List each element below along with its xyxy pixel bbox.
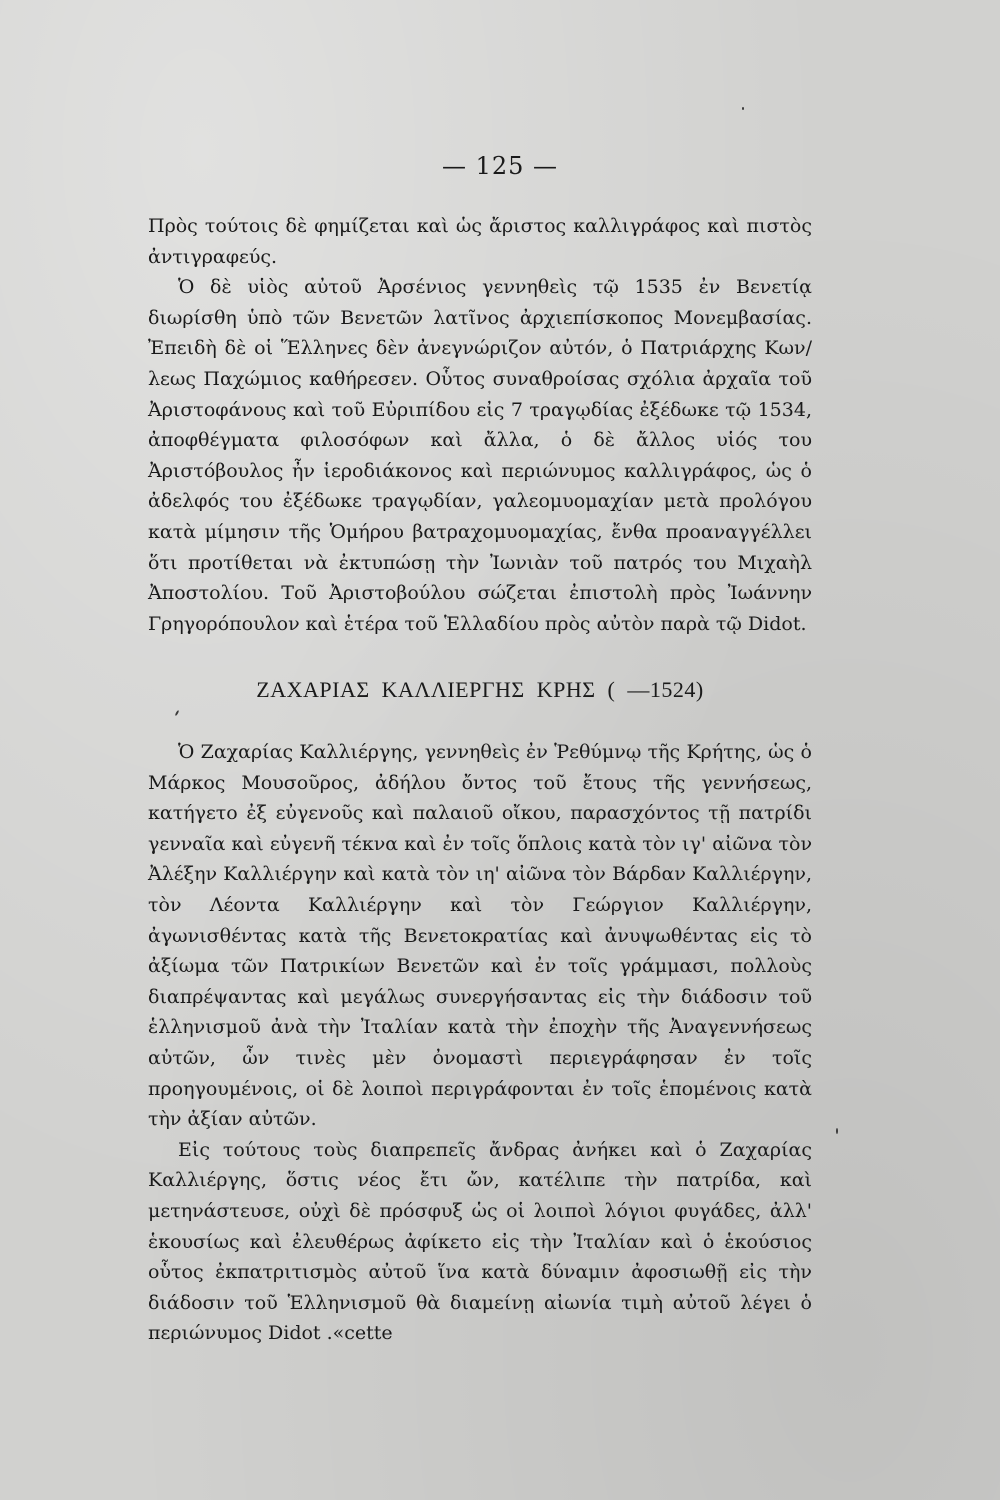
intro-text [148,211,812,639]
paragraph-kalliergis-origin: Ὁ Ζαχαρίας Καλλιέργης, γεννηθεὶς ἐν Ῥεθύμνῳ τῆς Κρήτης, ὡς ὁ Μάρκος Μουσοῦρος, ἀδήλου ὄντος τοῦ ἔτους τῆς γεννήσεως, κατήγετο ἐξ εὐγενοῦς καὶ παλαιοῦ οἴκου, παρασχόντος τῇ πατρίδι γενναῖα καὶ εὐγενῆ τέκνα καὶ ἐν τοῖς ὅπλοις κατὰ τὸν ιγ' αἰῶνα τὸν Ἀλέξην Καλλιέργην καὶ κατὰ τὸν ιη' αἰῶνα τὸν Βάρδαν Καλλιέργην, τὸν Λέοντα Καλλιέργην καὶ τὸν Γεώργιον Καλλιέργην, ἀγωνισθέντας κατὰ τῆς Βενετοκρατίας καὶ ἀνυψωθέντας εἰς τὸ ἀξίωμα τῶν Πατρικίων Βενετῶν καὶ ἐν τοῖς γράμμασι, πολλοὺς διαπρέψαντας καὶ μεγάλως συνεργήσαντας εἰς τὴν διάδοσιν τοῦ ἑλληνισμοῦ ἀνὰ τὴν Ἰταλίαν κατὰ τὴν ἐποχὴν τῆς Ἀναγεννήσεως αὐτῶν, ὧν τινὲς μὲν ὀνομαστὶ περιεγράφησαν ἐν τοῖς προηγουμένοις, οἱ δὲ λοιποὶ περιγράφονται ἐν τοῖς ἑπομένοις κατὰ τὴν ἀξίαν αὐτῶν. [148,741,812,1131]
scan-speck [742,107,744,110]
page-number: — 125 — [441,152,559,180]
scan-speck [836,1128,838,1134]
paragraph-arsenios: Ὁ δὲ υἱὸς αὐτοῦ Ἀρσένιος γεννηθεὶς τῷ 1535 ἐν Βενετίᾳ διωρίσθη ὑπὸ τῶν Βενετῶν λατῖνος ἀρχιεπίσκοπος Μονεμβασίας. Ἐπειδὴ δὲ οἱ Ἕλληνες δὲν ἀνεγνώριζον αὐτόν, ὁ Πατριάρχης Κων/λεως Παχώμιος καθήρεσεν. Οὗτος συναθροίσας σχόλια ἀρχαῖα τοῦ Ἀριστοφάνους καὶ τοῦ Εὐριπίδου εἰς 7 τραγῳδίας ἐξέδωκε τῷ 1534, ἀποφθέγματα φιλοσόφων καὶ ἄλλα, ὁ δὲ ἄλλος υἱός του Ἀριστόβουλος ἦν ἱεροδιάκονος καὶ περιώνυμος καλλιγράφος, ὡς ὁ ἀδελφός του ἐξέδωκε τραγῳδίαν, γαλεομυομαχίαν μετὰ προλόγου κατὰ μίμησιν τῆς Ὁμήρου βατραχομυομαχίας, ἔνθα προαναγγέλλει ὅτι προτίθεται νὰ ἐκτυπώσῃ τὴν Ἰωνιὰν τοῦ πατρός του Μιχαὴλ Ἀποστολίου. Τοῦ Ἀριστοβούλου σώζεται ἐπιστολὴ πρὸς Ἰωάννην Γρηγορόπουλον καὶ ἑτέρα τοῦ Ἑλλαδίου πρὸς αὐτὸν παρὰ τῷ Didot. [148,276,812,635]
section-text [148,737,812,1349]
paragraph-kalliergis-italy: Εἰς τούτους τοὺς διαπρεπεῖς ἄνδρας ἀνήκει καὶ ὁ Ζαχαρίας Καλλιέργης, ὅστις νέος ἔτι ὤν, κατέλιπε τὴν πατρίδα, καὶ μετηνάστευσε, οὐχὶ δὲ πρόσφυξ ὡς οἱ λοιποὶ λόγιοι φυγάδες, ἀλλ' ἑκουσίως καὶ ἐλευθέρως ἀφίκετο εἰς τὴν Ἰταλίαν καὶ ὁ ἑκούσιος οὗτος ἐκπατριτισμὸς αὐτοῦ ἵνα κατὰ δύναμιν ἀφοσιωθῇ εἰς τὴν διάδοσιν τοῦ Ἑλληνισμοῦ θὰ διαμείνῃ αἰωνία τιμὴ αὐτοῦ λέγει ὁ περιώνυμος Didot .«cette [148,1138,812,1345]
paragraph-copyist: Πρὸς τούτοις δὲ φημίζεται καὶ ὡς ἄριστος καλλιγράφος καὶ πιστὸς ἀντιγραφεύς. [148,215,812,268]
section-heading: ΖΑΧΑΡΙΑΣ ΚΑΛΛΙΕΡΓΗΣ ΚΡΗΣ ( —1524) [256,677,704,702]
